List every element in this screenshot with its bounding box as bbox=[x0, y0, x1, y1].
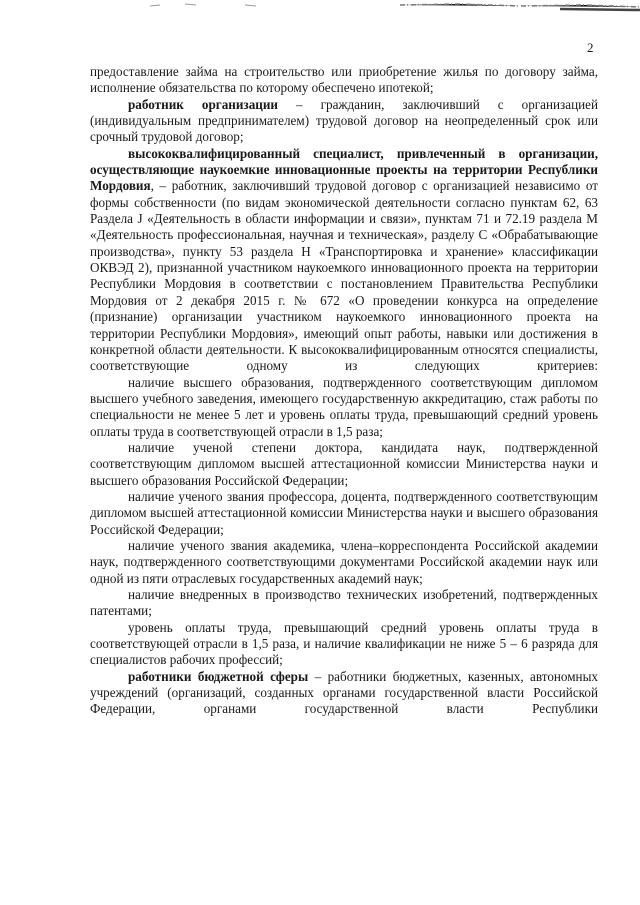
criterion-inventions bbox=[90, 587, 598, 620]
paragraph-text: уровень оплаты труда, превышающий средний уровень оплаты труда в соответствующей отрасли в 1,5 раза, и наличие квалификации не ниже 5 – 6 разряда для специалистов рабочих профессий; bbox=[90, 619, 598, 668]
paragraph-text: наличие внедренных в производство технических изобретений, подтвержденных патентами; bbox=[90, 587, 598, 619]
criterion-academic-degree bbox=[90, 440, 598, 489]
scan-edge-artifact bbox=[0, 0, 640, 14]
paragraph-text: наличие высшего образования, подтвержденного соответствующим дипломом высшего учебного заведения, имеющего государственную аккредитацию, стаж работы по специальности не менее 5 лет и уровень оплаты труда, превышающий средний уровень оплаты труда в соответствующей отрасли в 1,5 раза; bbox=[90, 374, 598, 439]
definition-text: – работники бюджетных, казенных, автономных учреждений (организаций, созданных органами государственной власти Российской Федерации, органами государственной власти Республики bbox=[90, 668, 598, 717]
paragraph-text: предоставление займа на строительство или приобретение жилья по договору займа, исполнение обязательства по которому обеспечено ипотекой; bbox=[90, 64, 598, 96]
criterion-higher-education bbox=[90, 375, 598, 440]
criterion-academic-title bbox=[90, 489, 598, 538]
paragraph-loan bbox=[90, 64, 598, 97]
defined-term: работники бюджетной сферы bbox=[128, 668, 309, 684]
defined-term: высококвалифицированный специалист, привлеченный в организации, осуществляющие наукоемкие инновационные проекты на территории Республики Мордовия bbox=[90, 145, 598, 194]
page-number: 2 bbox=[587, 40, 594, 55]
paragraph-text: наличие ученого звания профессора, доцента, подтвержденного соответствующим дипломом высшей аттестационной комиссии Министерства науки и высшего образования Российской Федерации; bbox=[90, 488, 598, 537]
criterion-pay-level bbox=[90, 620, 598, 669]
defined-term: работник организации bbox=[128, 96, 278, 112]
criterion-academician bbox=[90, 538, 598, 587]
paragraph-text: наличие ученого звания академика, члена–корреспондента Российской академии наук, подтвержденного соответствующими документами Российской академии наук или одной из пяти отраслевых государственных академий наук; bbox=[90, 537, 598, 586]
paragraph-public-sector-definition bbox=[90, 669, 598, 718]
paragraph-employee-definition bbox=[90, 97, 598, 146]
definition-text: – гражданин, заключивший с организацией (индивидуальным предпринимателем) трудовой договор на неопределенный срок или срочный трудовой договор; bbox=[90, 96, 599, 145]
paragraph-text: наличие ученой степени доктора, кандидата наук, подтвержденной соответствующим дипломом высшей аттестационной комиссии Министерства науки и высшего образования Российской Федерации; bbox=[90, 439, 598, 488]
paragraph-specialist-definition bbox=[90, 146, 598, 375]
definition-text: , – работник, заключивший трудовой договор с организацией независимо от формы собственности (по видам экономической деятельности согласно пунктам 62, 63 Раздела J «Деятельность в области информации и связи», пунктам 71 и 72.19 раздела М «Деятельность профессиональная, научная и техническая», разделу С «Обрабатывающие производства», пункту 53 раздела Н «Транспортировка и хранение» классификации ОКВЭД 2), признанной участником наукоемкого инновационного проекта на территории Республики Мордовия в соответствии с постановлением Правительства Республики Мордовия от 2 декабря 2015 г. № 672 «О проведении конкурса на определение (признание) организации участником наукоемкого инновационного проекта на территории Республики Мордовия», имеющий опыт работы, навыки или достижения в конкретной области деятельности. К высококвалифицированным относятся специалисты, соответствующие одному из следующих критериев: bbox=[90, 178, 598, 374]
document-body bbox=[90, 64, 598, 718]
